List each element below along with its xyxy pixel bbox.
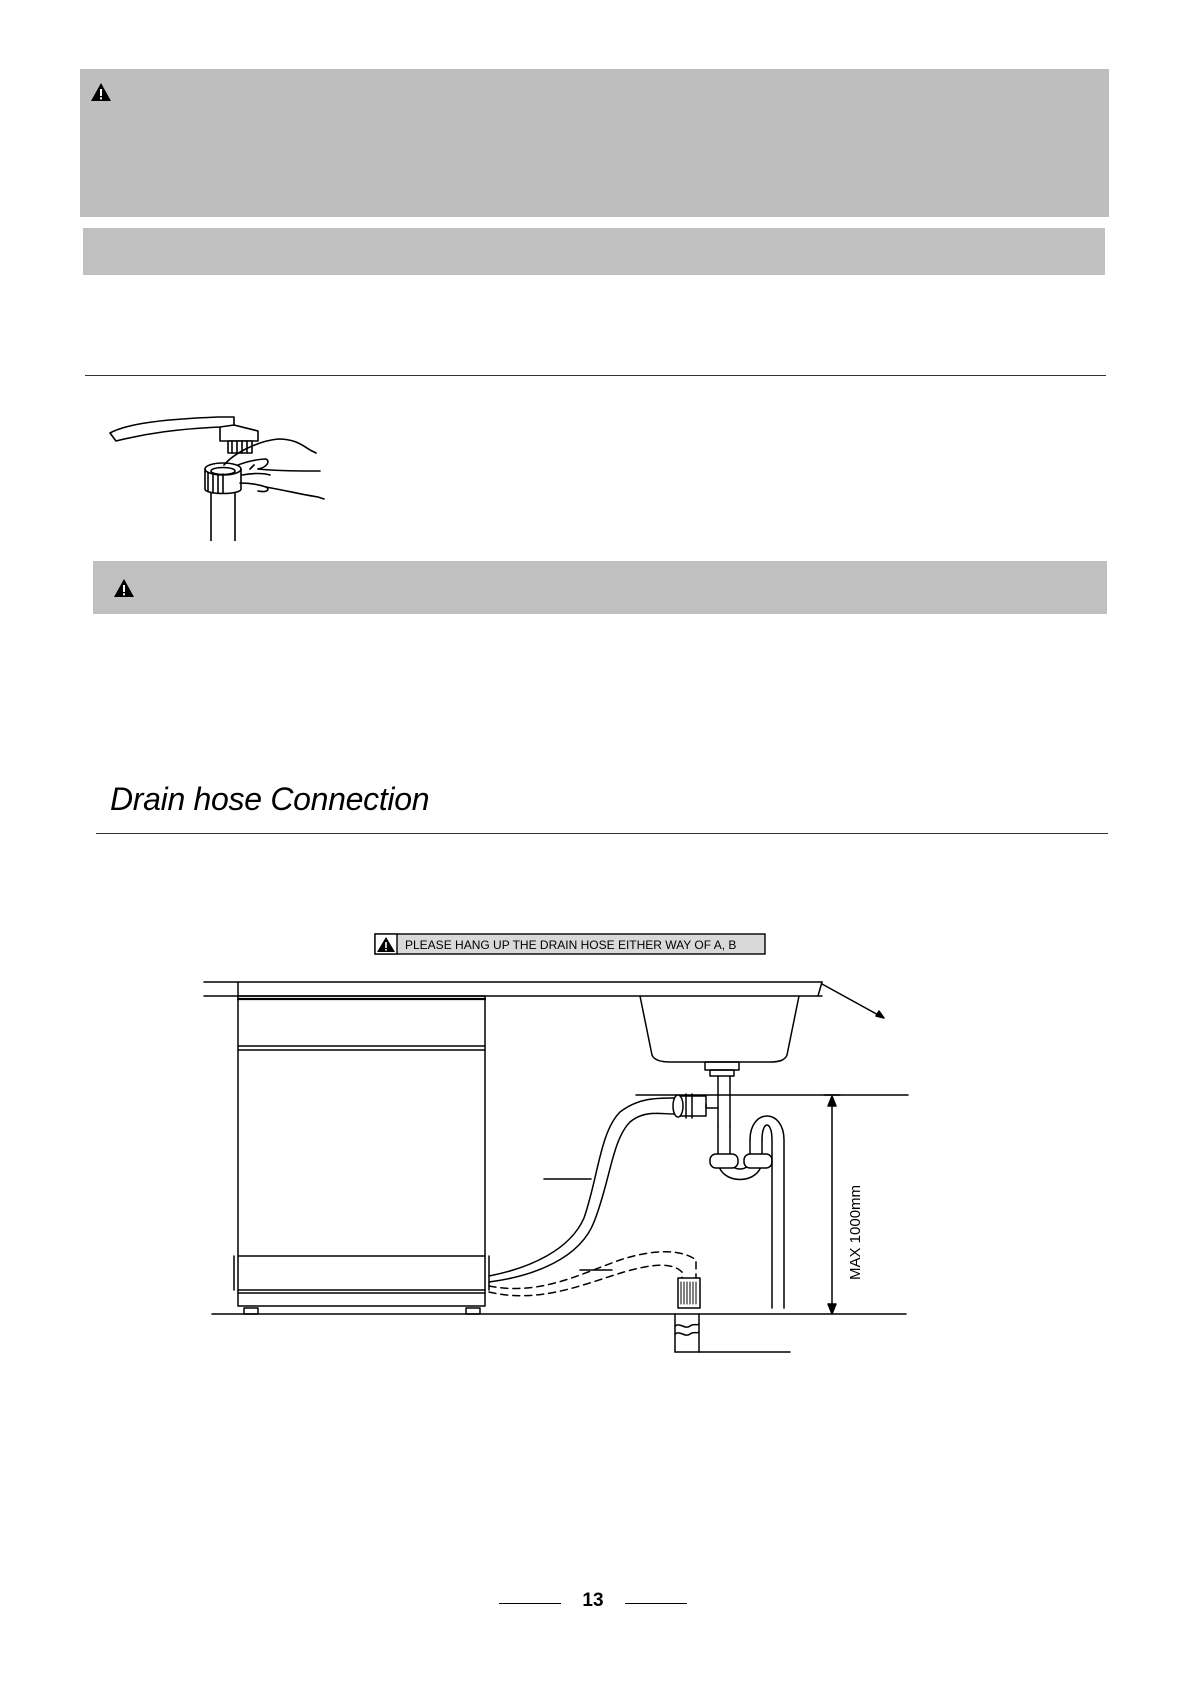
warning-triangle-icon: [90, 82, 112, 102]
warning-box-middle: [93, 561, 1107, 614]
page-footer: [495, 1586, 685, 1616]
tap-hose-illustration: [108, 405, 330, 541]
footer-rule-left: [499, 1603, 561, 1604]
section-title-rule: [96, 833, 1108, 834]
warning-triangle-icon: [113, 578, 135, 598]
section-header-bar: [83, 228, 1105, 275]
drain-notice-text: PLEASE HANG UP THE DRAIN HOSE EITHER WAY OF A, B: [405, 938, 737, 952]
drain-hose-diagram: [200, 928, 920, 1363]
divider-rule: [85, 375, 1106, 376]
footer-rule-right: [625, 1603, 687, 1604]
page-number: 13: [582, 1590, 604, 1611]
drain-notice-banner: [375, 934, 765, 954]
warning-box-top: [80, 69, 1109, 217]
section-title: Drain hose Connection: [110, 781, 430, 817]
max-height-label: MAX 1000mm: [847, 1184, 864, 1280]
